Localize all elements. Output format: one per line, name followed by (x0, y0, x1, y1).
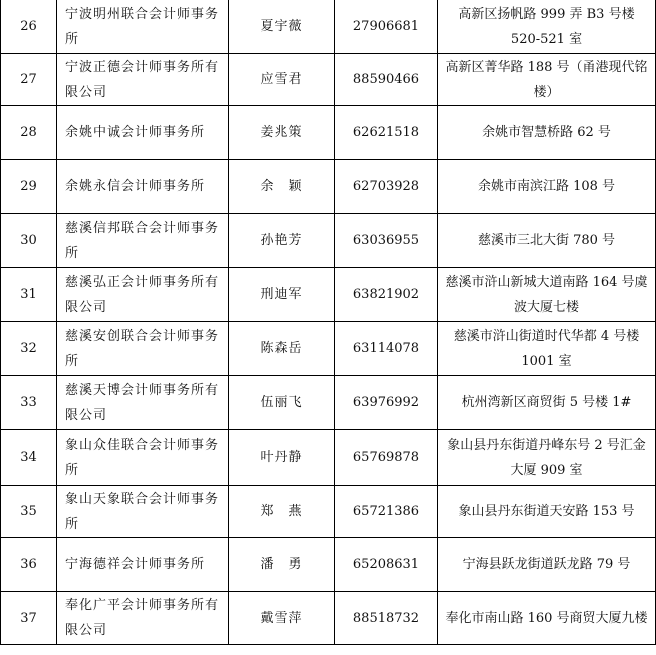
table-row (1, 268, 656, 322)
row-number: 34 (1, 430, 57, 486)
firm-name-cell: 宁波正德会计师事务所有限公司 (57, 54, 229, 106)
address-cell: 慈溪市浒山新城大道南路 164 号虞波大厦七楼 (438, 268, 656, 322)
contact-person-cell: 余 颖 (229, 160, 335, 214)
table-row (1, 0, 656, 54)
contact-person-cell: 伍丽飞 (229, 376, 335, 430)
row-number: 27 (1, 54, 57, 106)
phone-cell: 63036955 (335, 214, 438, 268)
table-row (1, 376, 656, 430)
row-number: 37 (1, 592, 57, 645)
row-number: 36 (1, 538, 57, 592)
address-cell: 杭州湾新区商贸街 5 号楼 1# (438, 376, 656, 430)
contact-person-cell: 姜兆策 (229, 106, 335, 160)
address-cell: 宁海县跃龙街道跃龙路 79 号 (438, 538, 656, 592)
table-row (1, 214, 656, 268)
firm-name-cell: 慈溪信邦联合会计师事务所 (57, 214, 229, 268)
contact-person-cell: 陈森岳 (229, 322, 335, 376)
address-cell: 余姚市南滨江路 108 号 (438, 160, 656, 214)
contact-person-cell: 叶丹静 (229, 430, 335, 486)
phone-cell: 65208631 (335, 538, 438, 592)
phone-cell: 88518732 (335, 592, 438, 645)
table-row (1, 430, 656, 486)
firm-name-cell: 奉化广平会计师事务所有限公司 (57, 592, 229, 645)
contact-person-cell: 戴雪萍 (229, 592, 335, 645)
firm-name-cell: 余姚中诚会计师事务所 (57, 106, 229, 160)
firm-name-cell: 余姚永信会计师事务所 (57, 160, 229, 214)
address-cell: 高新区扬帆路 999 弄 B3 号楼 520-521 室 (438, 0, 656, 54)
table-row (1, 54, 656, 106)
row-number: 30 (1, 214, 57, 268)
row-number: 28 (1, 106, 57, 160)
contact-person-cell: 夏宇薇 (229, 0, 335, 54)
address-cell: 象山县丹东街道丹峰东号 2 号汇金大厦 909 室 (438, 430, 656, 486)
phone-cell: 88590466 (335, 54, 438, 106)
row-number: 32 (1, 322, 57, 376)
address-cell: 慈溪市浒山街道时代华都 4 号楼 1001 室 (438, 322, 656, 376)
contact-person-cell: 孙艳芳 (229, 214, 335, 268)
firm-name-cell: 慈溪弘正会计师事务所有限公司 (57, 268, 229, 322)
contact-person-cell: 郑 燕 (229, 486, 335, 538)
firm-name-cell: 慈溪安创联合会计师事务所 (57, 322, 229, 376)
table-row (1, 538, 656, 592)
table-row (1, 486, 656, 538)
phone-cell: 65721386 (335, 486, 438, 538)
phone-cell: 63114078 (335, 322, 438, 376)
table-row (1, 160, 656, 214)
contact-person-cell: 潘 勇 (229, 538, 335, 592)
firm-name-cell: 宁海德祥会计师事务所 (57, 538, 229, 592)
address-cell: 高新区菁华路 188 号（甬港现代铭楼） (438, 54, 656, 106)
firm-name-cell: 象山众佳联合会计师事务所 (57, 430, 229, 486)
firm-name-cell: 宁波明州联合会计师事务所 (57, 0, 229, 54)
firm-name-cell: 象山天象联合会计师事务所 (57, 486, 229, 538)
contact-person-cell: 刑迪军 (229, 268, 335, 322)
row-number: 31 (1, 268, 57, 322)
address-cell: 慈溪市三北大街 780 号 (438, 214, 656, 268)
table-row (1, 106, 656, 160)
phone-cell: 63976992 (335, 376, 438, 430)
address-cell: 象山县丹东街道天安路 153 号 (438, 486, 656, 538)
phone-cell: 27906681 (335, 0, 438, 54)
row-number: 26 (1, 0, 57, 54)
row-number: 35 (1, 486, 57, 538)
table-row (1, 322, 656, 376)
row-number: 29 (1, 160, 57, 214)
address-cell: 余姚市智慧桥路 62 号 (438, 106, 656, 160)
table-row (1, 592, 656, 645)
phone-cell: 62703928 (335, 160, 438, 214)
contact-person-cell: 应雪君 (229, 54, 335, 106)
phone-cell: 62621518 (335, 106, 438, 160)
address-cell: 奉化市南山路 160 号商贸大厦九楼 (438, 592, 656, 645)
phone-cell: 65769878 (335, 430, 438, 486)
row-number: 33 (1, 376, 57, 430)
phone-cell: 63821902 (335, 268, 438, 322)
firm-name-cell: 慈溪天博会计师事务所有限公司 (57, 376, 229, 430)
